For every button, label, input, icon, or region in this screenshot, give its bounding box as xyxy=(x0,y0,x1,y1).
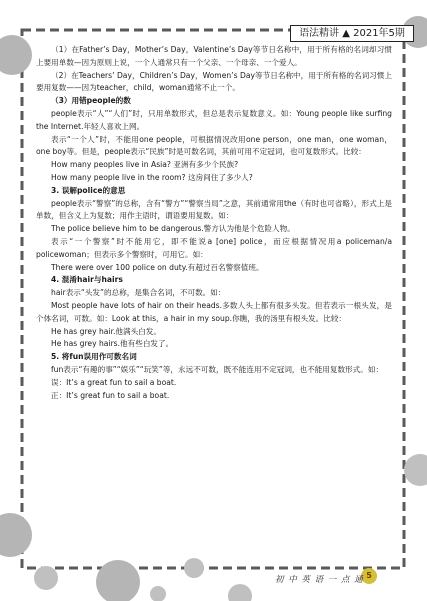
paragraph: 表示“一个人”时，不能用one people，可根据情况改用one person，one man，one woman，one boy等。但是，people表示“民族”时是可数名词，其前可用不定冠词，也可复数形式。比较： xyxy=(36,134,392,157)
issue-header: 语法精讲 ▲ 2021年5期 xyxy=(290,25,414,42)
section-heading: 4. 混淆hair与hairs xyxy=(51,275,123,285)
example-sentence: How many peoples live in Asia? 亚洲有多少个民族? xyxy=(51,160,239,170)
paragraph: fun表示“有趣的事”“娱乐”“玩笑”等，永远不可数，既不能连用不定冠词，也不能用复数形式。如： xyxy=(51,364,384,374)
example-sentence: How many people live in the room? 这房间住了多少人? xyxy=(51,172,253,182)
section-heading: 3. 误解police的意思 xyxy=(51,185,126,195)
decor-circle-bottom-mid-c xyxy=(184,558,204,578)
section-heading: （3）用错people的数 xyxy=(51,96,131,106)
decor-circle-bottom-left-b xyxy=(34,566,58,590)
paragraph: （1）在Father’s Day，Mother’s Day，Valentine’s Day等节日名称中，用于所有格的名词却习惯上要用单数—因为原则上说，一个人通常只有一个父亲、一个母亲、一个爱人。 xyxy=(36,45,392,67)
example-sentence: He has grey hair.他满头白发。 xyxy=(51,326,161,336)
paragraph: people表示“人”“人们”时，只用单数形式，但总是表示复数意义。如：Young people like surfing the Internet.年轻人喜欢上网。 xyxy=(36,108,392,131)
article-body xyxy=(36,44,392,402)
example-sentence: There were over 100 police on duty.有超过百名警察值班。 xyxy=(51,262,264,272)
section-heading: 5. 将fun误用作可数名词 xyxy=(51,352,137,362)
paragraph: （2）在Teachers’ Day，Children’s Day，Women’s Day等节日名称中，用于所有格的名词习惯上要用复数——因为teacher，child，woman通常不止一个。 xyxy=(36,70,392,93)
page-number: 5 xyxy=(366,571,372,580)
decor-circle-right-mid xyxy=(404,454,427,486)
example-sentence: 正：It’s great fun to sail a boat. xyxy=(51,390,170,400)
paragraph: 表示“一个警察”时不能用它，即不能说a [one] police，而应根据情况用a policeman/a policewoman；但表示多个警察时，可用它。如： xyxy=(36,236,392,259)
decor-circle-bottom-mid-a xyxy=(96,560,140,601)
decor-circle-bottom-right xyxy=(228,584,252,601)
example-sentence: He has grey hairs.他有些白发了。 xyxy=(51,339,174,349)
decor-circle-bottom-mid-b xyxy=(150,586,166,601)
example-sentence: The police believe him to be dangerous.警方认为他是个危险人物。 xyxy=(51,224,295,234)
paragraph: people表示“警察”的总称，含有“警方”“警察当局”之意，其前通常用the（有时也可省略），形式上是单数，但含义上为复数；用作主语时，谓语要用复数。如： xyxy=(36,198,392,221)
decor-circle-top-left xyxy=(0,35,32,75)
magazine-footer-title: 初 中 英 语 一 点 通 xyxy=(275,575,364,585)
paragraph: hair表示“头发”的总称，是集合名词，不可数。如： xyxy=(51,288,226,298)
decor-circle-bottom-left-a xyxy=(0,513,32,557)
paragraph: Most people have lots of hair on their heads.多数人头上都有很多头发。但若表示一根头发，是个体名词，可数。如：Look at this，a hair in my soup.你瞧，我的汤里有根头发。比较： xyxy=(36,300,392,323)
example-sentence: 误：It’s a great fun to sail a boat. xyxy=(51,377,177,387)
